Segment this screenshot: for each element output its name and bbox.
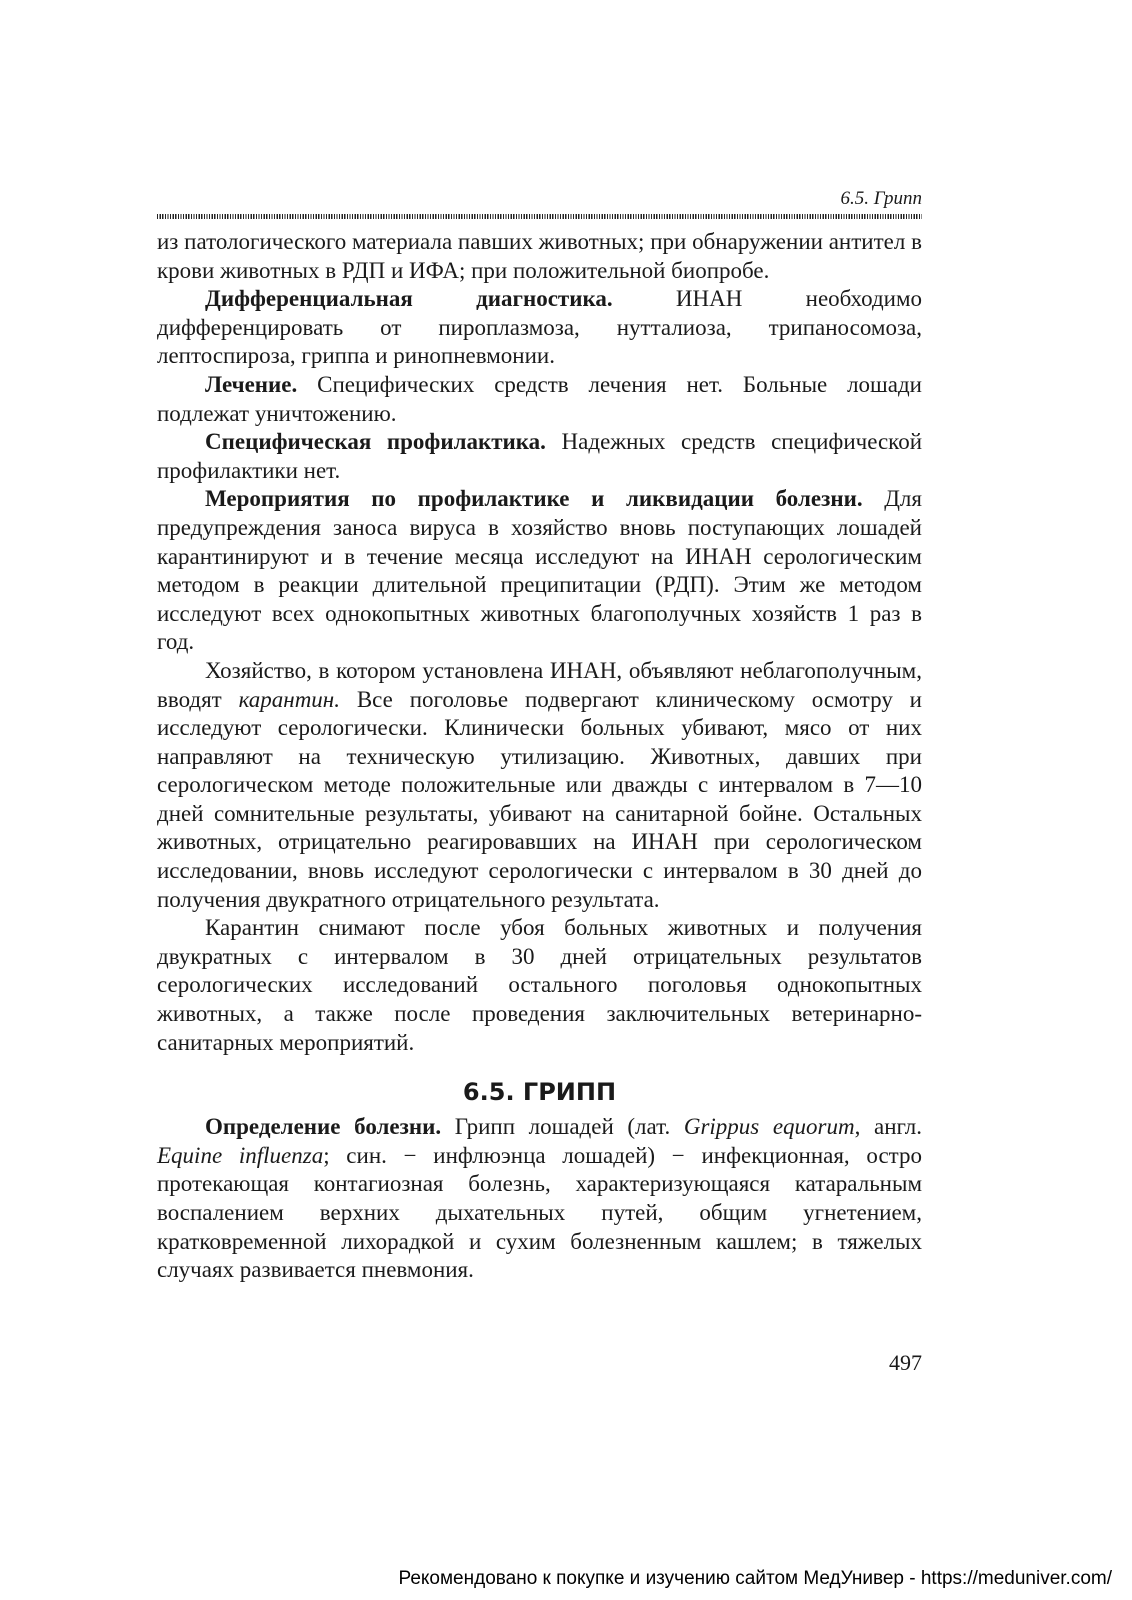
text-definition-b: , англ.: [854, 1114, 923, 1140]
term-treatment: Лечение.: [205, 371, 298, 397]
paragraph-measures: [157, 485, 922, 657]
footer-recommendation: Рекомендовано к покупке и изучению сайтом МедУнивер - https://meduniver.com/: [398, 1568, 1112, 1589]
paragraph-treatment: [157, 371, 922, 428]
paragraph-definition: [157, 1113, 922, 1285]
paragraph-differential-diagnosis: [157, 285, 922, 371]
text-differential-diagnosis: ИНАН необходимо дифференцировать от пироплазмоза, нутталиоза, трипаносомоза, лептоспироза, гриппа и ринопневмонии.: [157, 286, 923, 369]
paragraph-specific-prophylaxis: [157, 428, 922, 485]
term-specific-prophylaxis: Специфическая профилактика.: [205, 429, 546, 455]
italic-quarantine: карантин.: [238, 686, 340, 712]
text-measures: Для предупреждения заноса вируса в хозяйство вновь поступающих лошадей карантинируют и в течение месяца исследуют на ИНАН серологическим методом в реакции длительной преципитации (РДП). Этим же методом исследуют всех однокопытных животных благополучных хозяйств 1 раз в год.: [157, 486, 922, 655]
text-specific-prophylaxis: Надежных средств специфической профилактики нет.: [157, 429, 922, 483]
text-treatment: Специфических средств лечения нет. Больные лошади подлежат уничтожению.: [157, 371, 922, 426]
paragraph-continuation: из патологического материала павших животных; при обнаружении антител в крови животных в РДП и ИФА; при положительной биопробе.: [157, 229, 922, 283]
header-rule: [157, 214, 922, 219]
text-definition-c: ; син. − инфлюэнца лошадей) − инфекционная, остро протекающая контагиозная болезнь, характеризующаяся катаральным воспалением верхних дыхательных путей, общим угнетением, кратковременной лихорадкой и сухим болезненным кашлем; в тяжелых случаях развивается пневмония.: [157, 1142, 922, 1283]
english-name: Equine influenza: [157, 1142, 324, 1168]
page-number: 497: [889, 1350, 922, 1375]
paragraph-quarantine-lifting: Карантин снимают после убоя больных животных и получения двукратных с интервалом в 30 дней отрицательных результатов серологических исследований остального поголовья однокопытных животных, а также после проведения заключительных ветеринарно-санитарных мероприятий.: [157, 915, 922, 1055]
text-definition-a: Грипп лошадей (лат.: [441, 1114, 684, 1140]
latin-name: Grippus equorum: [683, 1114, 855, 1140]
term-definition: Определение болезни.: [205, 1114, 442, 1140]
page-body: [157, 228, 922, 1285]
term-differential-diagnosis: Дифференциальная диагностика.: [205, 286, 613, 312]
text-quarantine-b: Все поголовье подвергают клиническому осмотру и исследуют серологически. Клинически больных убивают, мясо от них направляют на техническую утилизацию. Животных, давших при серологическом методе положительные или дважды с интервалом в 7—10 дней сомнительные результаты, убивают на санитарной бойне. Остальных животных, отрицательно реагировавших на ИНАН при серологическом исследовании, вновь исследуют серологически с интервалом в 30 дней до получения двукратного отрицательного результата.: [157, 686, 922, 912]
text-quarantine-a: Хозяйство, в котором установлена ИНАН, объявляют неблагополучным, вводят: [157, 657, 922, 712]
section-heading: 6.5. ГРИПП: [462, 1078, 617, 1107]
term-measures: Мероприятия по профилактике и ликвидации болезни.: [205, 486, 863, 512]
running-head: 6.5. Грипп: [840, 188, 922, 209]
paragraph-quarantine: [157, 657, 922, 914]
